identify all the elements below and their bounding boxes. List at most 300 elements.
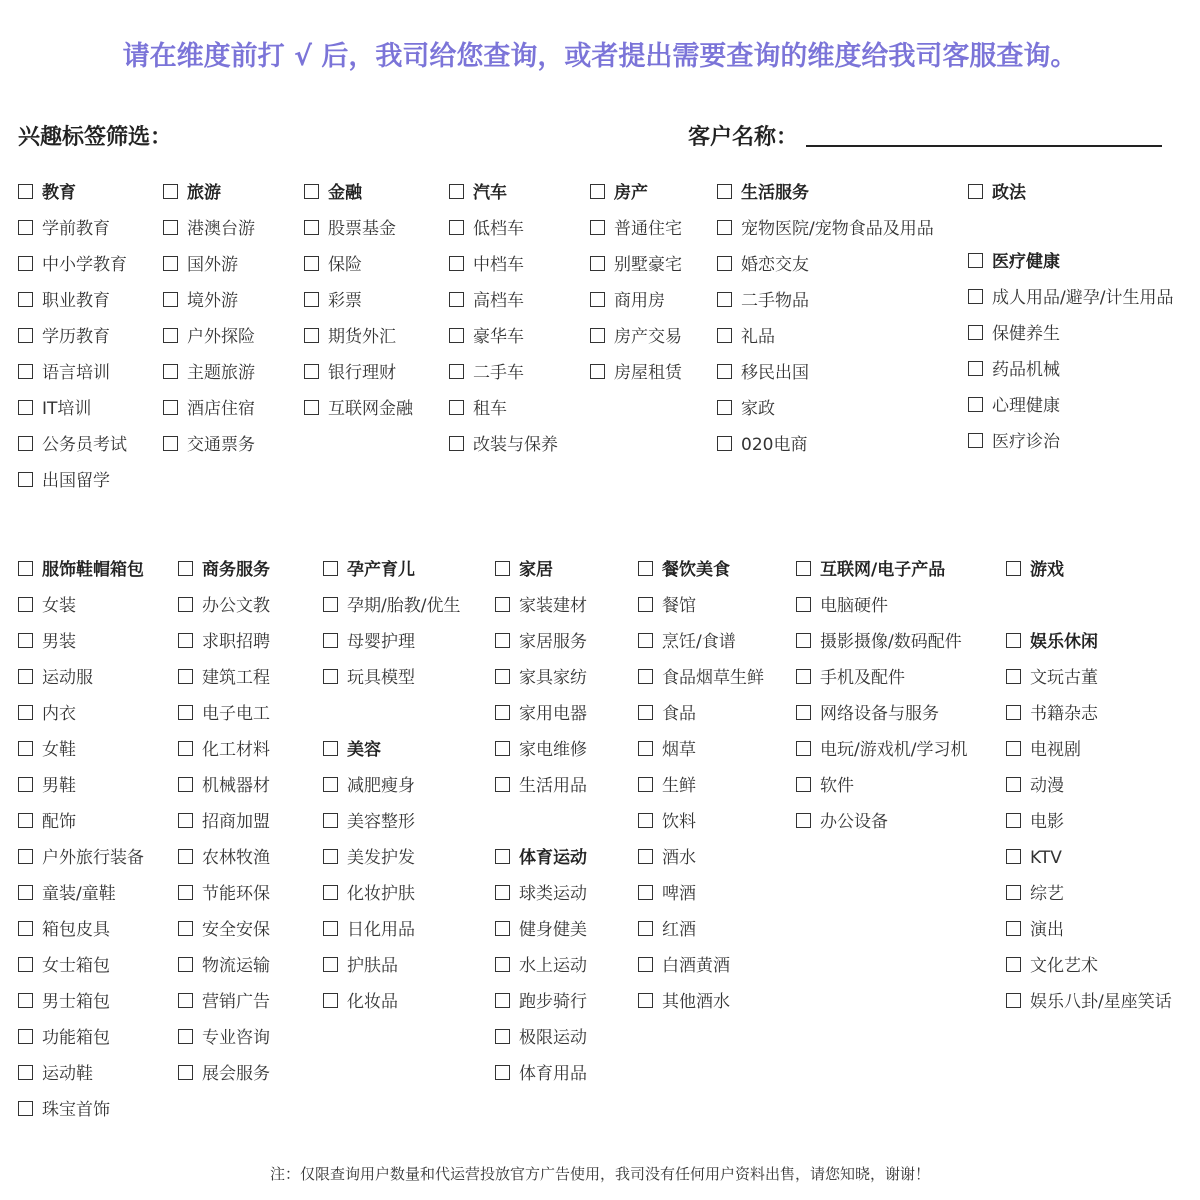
subcategory-checkbox[interactable] — [163, 433, 255, 457]
subcategory-checkbox[interactable] — [638, 774, 696, 798]
subcategory-checkbox[interactable] — [18, 738, 76, 762]
category-heading-checkbox[interactable] — [18, 558, 144, 582]
subcategory-checkbox[interactable] — [18, 469, 110, 493]
subcategory-checkbox[interactable] — [796, 666, 905, 690]
subcategory-label: 求职招聘 — [202, 632, 270, 652]
subcategory-checkbox[interactable] — [638, 738, 696, 762]
subcategory-checkbox[interactable] — [495, 630, 587, 654]
subcategory-checkbox[interactable] — [323, 990, 398, 1014]
subcategory-checkbox[interactable] — [717, 397, 775, 421]
subcategory-checkbox[interactable] — [638, 990, 730, 1014]
subcategory-checkbox[interactable] — [968, 286, 1173, 310]
subcategory-checkbox[interactable] — [1006, 882, 1064, 906]
checkbox-icon[interactable] — [304, 256, 319, 271]
checkbox-icon[interactable] — [18, 957, 33, 972]
category-heading-checkbox[interactable] — [1006, 630, 1098, 654]
subcategory-checkbox[interactable] — [717, 253, 809, 277]
subcategory-label: 动漫 — [1030, 776, 1064, 796]
checkbox-icon[interactable] — [178, 1029, 193, 1044]
checkbox-icon[interactable] — [495, 597, 510, 612]
checkbox-icon[interactable] — [590, 220, 605, 235]
checkbox-icon[interactable] — [449, 256, 464, 271]
checkbox-icon[interactable] — [178, 561, 193, 576]
subcategory-checkbox[interactable] — [638, 702, 696, 726]
category-heading-checkbox[interactable] — [495, 558, 553, 582]
checkbox-icon[interactable] — [449, 328, 464, 343]
checkbox-icon[interactable] — [796, 741, 811, 756]
subcategory-checkbox[interactable] — [495, 738, 587, 762]
checkbox-icon[interactable] — [178, 741, 193, 756]
subcategory-checkbox[interactable] — [18, 253, 127, 277]
checkbox-icon[interactable] — [323, 849, 338, 864]
checkbox-icon[interactable] — [717, 220, 732, 235]
checkbox-icon[interactable] — [178, 669, 193, 684]
checkbox-icon[interactable] — [323, 921, 338, 936]
subcategory-checkbox[interactable] — [18, 666, 93, 690]
checkbox-icon[interactable] — [18, 1065, 33, 1080]
subcategory-checkbox[interactable] — [638, 810, 696, 834]
subcategory-checkbox[interactable] — [449, 325, 524, 349]
subcategory-checkbox[interactable] — [1006, 810, 1064, 834]
subcategory-checkbox[interactable] — [178, 1062, 270, 1086]
category-heading-checkbox[interactable] — [638, 558, 730, 582]
subcategory-checkbox[interactable] — [178, 630, 270, 654]
subcategory-checkbox[interactable] — [590, 217, 682, 241]
checkbox-icon[interactable] — [495, 1029, 510, 1044]
checkbox-icon[interactable] — [796, 705, 811, 720]
subcategory-checkbox[interactable] — [304, 289, 362, 313]
subcategory-checkbox[interactable] — [638, 594, 696, 618]
checkbox-icon[interactable] — [18, 561, 33, 576]
subcategory-checkbox[interactable] — [18, 954, 110, 978]
subcategory-label: 童装/童鞋 — [42, 884, 116, 904]
checkbox-icon[interactable] — [18, 813, 33, 828]
subcategory-checkbox[interactable] — [717, 361, 809, 385]
checkbox-icon[interactable] — [18, 777, 33, 792]
subcategory-checkbox[interactable] — [495, 666, 587, 690]
checkbox-icon[interactable] — [18, 705, 33, 720]
checkbox-icon[interactable] — [638, 885, 653, 900]
category-heading-checkbox[interactable] — [178, 558, 270, 582]
checkbox-icon[interactable] — [178, 705, 193, 720]
subcategory-checkbox[interactable] — [1006, 846, 1062, 870]
checkbox-icon[interactable] — [163, 292, 178, 307]
subcategory-checkbox[interactable] — [323, 666, 415, 690]
checkbox-icon[interactable] — [178, 921, 193, 936]
checkbox-icon[interactable] — [495, 561, 510, 576]
checkbox-icon[interactable] — [717, 436, 732, 451]
checkbox-icon[interactable] — [449, 400, 464, 415]
subcategory-checkbox[interactable] — [495, 882, 587, 906]
checkbox-icon[interactable] — [495, 705, 510, 720]
checkbox-icon[interactable] — [638, 597, 653, 612]
checkbox-icon[interactable] — [178, 1065, 193, 1080]
subcategory-checkbox[interactable] — [638, 666, 764, 690]
checkbox-icon[interactable] — [495, 669, 510, 684]
subcategory-checkbox[interactable] — [323, 774, 415, 798]
subcategory-checkbox[interactable] — [495, 1062, 587, 1086]
subcategory-checkbox[interactable] — [323, 594, 460, 618]
subcategory-checkbox[interactable] — [304, 253, 362, 277]
subcategory-checkbox[interactable] — [796, 630, 962, 654]
subcategory-checkbox[interactable] — [178, 774, 270, 798]
client-name-field[interactable] — [806, 145, 1162, 147]
subcategory-checkbox[interactable] — [178, 810, 270, 834]
subcategory-label: 电脑硬件 — [820, 596, 888, 616]
category-heading-checkbox[interactable] — [495, 846, 587, 870]
subcategory-checkbox[interactable] — [323, 810, 415, 834]
checkbox-icon[interactable] — [18, 400, 33, 415]
checkbox-icon[interactable] — [163, 184, 178, 199]
checkbox-icon[interactable] — [18, 741, 33, 756]
checkbox-icon[interactable] — [178, 957, 193, 972]
checkbox-icon[interactable] — [717, 256, 732, 271]
category-heading-checkbox[interactable] — [18, 181, 76, 205]
subcategory-checkbox[interactable] — [163, 361, 255, 385]
checkbox-icon[interactable] — [178, 597, 193, 612]
checkbox-icon[interactable] — [638, 993, 653, 1008]
checkbox-icon[interactable] — [449, 292, 464, 307]
checkbox-icon[interactable] — [163, 220, 178, 235]
checkbox-icon[interactable] — [18, 1029, 33, 1044]
subcategory-checkbox[interactable] — [638, 954, 730, 978]
category-heading-checkbox[interactable] — [1006, 558, 1064, 582]
checkbox-icon[interactable] — [18, 597, 33, 612]
checkbox-icon[interactable] — [495, 957, 510, 972]
subcategory-checkbox[interactable] — [178, 1026, 270, 1050]
category-label: 医疗健康 — [992, 252, 1060, 272]
checkbox-icon[interactable] — [717, 400, 732, 415]
checkbox-icon[interactable] — [796, 669, 811, 684]
checkbox-icon[interactable] — [495, 741, 510, 756]
subcategory-checkbox[interactable] — [18, 774, 76, 798]
checkbox-icon[interactable] — [304, 184, 319, 199]
checkbox-icon[interactable] — [495, 849, 510, 864]
subcategory-checkbox[interactable] — [796, 594, 888, 618]
checkbox-icon[interactable] — [968, 253, 983, 268]
checkbox-icon[interactable] — [18, 472, 33, 487]
checkbox-icon[interactable] — [18, 328, 33, 343]
checkbox-icon[interactable] — [163, 364, 178, 379]
subcategory-checkbox[interactable] — [18, 1026, 110, 1050]
checkbox-icon[interactable] — [18, 921, 33, 936]
subcategory-checkbox[interactable] — [18, 217, 110, 241]
checkbox-icon[interactable] — [796, 813, 811, 828]
subcategory-label: 女鞋 — [42, 740, 76, 760]
subcategory-checkbox[interactable] — [18, 918, 110, 942]
checkbox-icon[interactable] — [18, 633, 33, 648]
checkbox-icon[interactable] — [18, 1101, 33, 1116]
subcategory-checkbox[interactable] — [495, 918, 587, 942]
subcategory-checkbox[interactable] — [495, 954, 587, 978]
checkbox-icon[interactable] — [717, 328, 732, 343]
subcategory-checkbox[interactable] — [18, 1062, 93, 1086]
subcategory-checkbox[interactable] — [590, 361, 682, 385]
subcategory-checkbox[interactable] — [18, 990, 110, 1014]
checkbox-icon[interactable] — [1006, 561, 1021, 576]
checkbox-icon[interactable] — [178, 993, 193, 1008]
checkbox-icon[interactable] — [495, 885, 510, 900]
subcategory-checkbox[interactable] — [796, 738, 967, 762]
checkbox-icon[interactable] — [968, 289, 983, 304]
subcategory-label: 高档车 — [473, 291, 524, 311]
subcategory-checkbox[interactable] — [1006, 774, 1064, 798]
checkbox-icon[interactable] — [968, 361, 983, 376]
checkbox-icon[interactable] — [18, 849, 33, 864]
checkbox-icon[interactable] — [796, 597, 811, 612]
checkbox-icon[interactable] — [163, 436, 178, 451]
subcategory-checkbox[interactable] — [717, 325, 775, 349]
checkbox-icon[interactable] — [717, 292, 732, 307]
subcategory-checkbox[interactable] — [323, 630, 415, 654]
checkbox-icon[interactable] — [1006, 813, 1021, 828]
checkbox-icon[interactable] — [449, 220, 464, 235]
checkbox-icon[interactable] — [638, 561, 653, 576]
checkbox-icon[interactable] — [18, 220, 33, 235]
checkbox-icon[interactable] — [449, 184, 464, 199]
subcategory-checkbox[interactable] — [163, 325, 255, 349]
checkbox-icon[interactable] — [968, 184, 983, 199]
checkbox-icon[interactable] — [18, 184, 33, 199]
subcategory-checkbox[interactable] — [1006, 702, 1098, 726]
checkbox-icon[interactable] — [449, 364, 464, 379]
checkbox-icon[interactable] — [323, 561, 338, 576]
subcategory-checkbox[interactable] — [590, 325, 682, 349]
subcategory-checkbox[interactable] — [638, 846, 696, 870]
checkbox-icon[interactable] — [1006, 849, 1021, 864]
checkbox-icon[interactable] — [323, 633, 338, 648]
checkbox-icon[interactable] — [796, 561, 811, 576]
subcategory-checkbox[interactable] — [323, 918, 415, 942]
subcategory-checkbox[interactable] — [796, 702, 939, 726]
subcategory-checkbox[interactable] — [163, 289, 238, 313]
checkbox-icon[interactable] — [1006, 741, 1021, 756]
checkbox-icon[interactable] — [638, 813, 653, 828]
category-heading-checkbox[interactable] — [717, 181, 809, 205]
checkbox-icon[interactable] — [638, 741, 653, 756]
checkbox-icon[interactable] — [1006, 633, 1021, 648]
category-heading-checkbox[interactable] — [968, 181, 1026, 205]
category-heading-checkbox[interactable] — [163, 181, 221, 205]
subcategory-checkbox[interactable] — [304, 217, 396, 241]
subcategory-label: KTV — [1030, 848, 1062, 868]
checkbox-icon[interactable] — [18, 885, 33, 900]
checkbox-icon[interactable] — [968, 397, 983, 412]
subcategory-checkbox[interactable] — [796, 810, 888, 834]
subcategory-checkbox[interactable] — [18, 361, 110, 385]
checkbox-icon[interactable] — [323, 597, 338, 612]
subcategory-checkbox[interactable] — [178, 738, 270, 762]
subcategory-label: 极限运动 — [519, 1028, 587, 1048]
subcategory-checkbox[interactable] — [18, 594, 76, 618]
checkbox-icon[interactable] — [323, 993, 338, 1008]
checkbox-icon[interactable] — [717, 364, 732, 379]
checkbox-icon[interactable] — [18, 364, 33, 379]
checkbox-icon[interactable] — [304, 292, 319, 307]
category-heading-checkbox[interactable] — [968, 250, 1060, 274]
checkbox-icon[interactable] — [638, 633, 653, 648]
checkbox-icon[interactable] — [968, 325, 983, 340]
subcategory-checkbox[interactable] — [495, 774, 587, 798]
checkbox-icon[interactable] — [1006, 921, 1021, 936]
subcategory-checkbox[interactable] — [18, 810, 76, 834]
checkbox-icon[interactable] — [304, 400, 319, 415]
checkbox-icon[interactable] — [638, 921, 653, 936]
checkbox-icon[interactable] — [163, 328, 178, 343]
subcategory-checkbox[interactable] — [495, 702, 587, 726]
subcategory-checkbox[interactable] — [178, 666, 270, 690]
category-heading-checkbox[interactable] — [304, 181, 362, 205]
checkbox-icon[interactable] — [796, 777, 811, 792]
subcategory-checkbox[interactable] — [1006, 990, 1172, 1014]
subcategory-checkbox[interactable] — [968, 358, 1060, 382]
subcategory-label: 家政 — [741, 399, 775, 419]
subcategory-checkbox[interactable] — [18, 433, 127, 457]
subcategory-checkbox[interactable] — [18, 882, 116, 906]
checkbox-icon[interactable] — [1006, 669, 1021, 684]
checkbox-icon[interactable] — [323, 885, 338, 900]
subcategory-checkbox[interactable] — [449, 289, 524, 313]
subcategory-checkbox[interactable] — [178, 702, 270, 726]
checkbox-icon[interactable] — [1006, 705, 1021, 720]
checkbox-icon[interactable] — [590, 328, 605, 343]
subcategory-label: 药品机械 — [992, 360, 1060, 380]
subcategory-label: 母婴护理 — [347, 632, 415, 652]
subcategory-checkbox[interactable] — [18, 846, 144, 870]
subcategory-checkbox[interactable] — [18, 397, 91, 421]
subcategory-checkbox[interactable] — [1006, 954, 1098, 978]
checkbox-icon[interactable] — [1006, 993, 1021, 1008]
subcategory-checkbox[interactable] — [796, 774, 854, 798]
checkbox-icon[interactable] — [163, 256, 178, 271]
checkbox-icon[interactable] — [638, 669, 653, 684]
subcategory-checkbox[interactable] — [163, 253, 238, 277]
checkbox-icon[interactable] — [495, 777, 510, 792]
checkbox-icon[interactable] — [323, 669, 338, 684]
category-heading-checkbox[interactable] — [323, 558, 415, 582]
checkbox-icon[interactable] — [163, 400, 178, 415]
checkbox-icon[interactable] — [18, 669, 33, 684]
checkbox-icon[interactable] — [323, 813, 338, 828]
subcategory-checkbox[interactable] — [178, 954, 270, 978]
subcategory-checkbox[interactable] — [304, 397, 413, 421]
subcategory-checkbox[interactable] — [717, 289, 809, 313]
category-heading-checkbox[interactable] — [323, 738, 381, 762]
subcategory-checkbox[interactable] — [304, 361, 396, 385]
subcategory-checkbox[interactable] — [178, 882, 270, 906]
checkbox-icon[interactable] — [968, 433, 983, 448]
subcategory-label: 中小学教育 — [42, 255, 127, 275]
checkbox-icon[interactable] — [717, 184, 732, 199]
subcategory-checkbox[interactable] — [968, 430, 1060, 454]
subcategory-checkbox[interactable] — [163, 217, 255, 241]
checkbox-icon[interactable] — [590, 364, 605, 379]
subcategory-checkbox[interactable] — [449, 217, 524, 241]
subcategory-checkbox[interactable] — [163, 397, 255, 421]
checkbox-icon[interactable] — [449, 436, 464, 451]
checkbox-icon[interactable] — [495, 993, 510, 1008]
checkbox-icon[interactable] — [590, 184, 605, 199]
subcategory-checkbox[interactable] — [323, 846, 415, 870]
subcategory-checkbox[interactable] — [590, 253, 682, 277]
checkbox-icon[interactable] — [1006, 777, 1021, 792]
subcategory-checkbox[interactable] — [968, 322, 1060, 346]
subcategory-checkbox[interactable] — [18, 1098, 110, 1122]
subcategory-checkbox[interactable] — [1006, 918, 1064, 942]
subcategory-checkbox[interactable] — [449, 253, 524, 277]
subcategory-checkbox[interactable] — [323, 954, 398, 978]
subcategory-checkbox[interactable] — [18, 289, 110, 313]
category-heading-checkbox[interactable] — [590, 181, 648, 205]
checkbox-icon[interactable] — [590, 292, 605, 307]
checkbox-icon[interactable] — [638, 777, 653, 792]
subcategory-checkbox[interactable] — [1006, 666, 1098, 690]
checkbox-icon[interactable] — [304, 220, 319, 235]
subcategory-checkbox[interactable] — [638, 918, 696, 942]
checkbox-icon[interactable] — [18, 993, 33, 1008]
checkbox-icon[interactable] — [178, 885, 193, 900]
subcategory-checkbox[interactable] — [717, 217, 934, 241]
subcategory-checkbox[interactable] — [1006, 738, 1081, 762]
checkbox-icon[interactable] — [495, 921, 510, 936]
checkbox-icon[interactable] — [323, 957, 338, 972]
checkbox-icon[interactable] — [323, 741, 338, 756]
checkbox-icon[interactable] — [638, 957, 653, 972]
subcategory-checkbox[interactable] — [304, 325, 396, 349]
subcategory-checkbox[interactable] — [449, 361, 524, 385]
subcategory-checkbox[interactable] — [18, 630, 76, 654]
subcategory-checkbox[interactable] — [178, 918, 270, 942]
checkbox-icon[interactable] — [304, 328, 319, 343]
checkbox-icon[interactable] — [638, 849, 653, 864]
checkbox-icon[interactable] — [796, 633, 811, 648]
checkbox-icon[interactable] — [178, 849, 193, 864]
subcategory-checkbox[interactable] — [495, 1026, 587, 1050]
subcategory-checkbox[interactable] — [449, 397, 507, 421]
subcategory-checkbox[interactable] — [638, 630, 736, 654]
subcategory-checkbox[interactable] — [18, 702, 76, 726]
checkbox-icon[interactable] — [1006, 885, 1021, 900]
checkbox-icon[interactable] — [590, 256, 605, 271]
checkbox-icon[interactable] — [323, 777, 338, 792]
subcategory-checkbox[interactable] — [638, 882, 696, 906]
checkbox-icon[interactable] — [304, 364, 319, 379]
checkbox-icon[interactable] — [1006, 957, 1021, 972]
subcategory-checkbox[interactable] — [178, 594, 270, 618]
subcategory-checkbox[interactable] — [968, 394, 1060, 418]
checkbox-icon[interactable] — [495, 633, 510, 648]
subcategory-checkbox[interactable] — [495, 594, 587, 618]
subcategory-checkbox[interactable] — [717, 433, 807, 457]
checkbox-icon[interactable] — [178, 633, 193, 648]
subcategory-checkbox[interactable] — [323, 882, 415, 906]
subcategory-checkbox[interactable] — [18, 325, 110, 349]
category-heading-checkbox[interactable] — [449, 181, 507, 205]
category-heading-checkbox[interactable] — [796, 558, 945, 582]
checkbox-icon[interactable] — [638, 705, 653, 720]
subcategory-checkbox[interactable] — [178, 846, 270, 870]
checkbox-icon[interactable] — [178, 777, 193, 792]
subcategory-checkbox[interactable] — [449, 433, 558, 457]
checkbox-icon[interactable] — [495, 1065, 510, 1080]
subcategory-checkbox[interactable] — [495, 990, 587, 1014]
subcategory-checkbox[interactable] — [178, 990, 270, 1014]
checkbox-icon[interactable] — [178, 813, 193, 828]
subcategory-checkbox[interactable] — [590, 289, 665, 313]
checkbox-icon[interactable] — [18, 436, 33, 451]
checkbox-icon[interactable] — [18, 256, 33, 271]
checkbox-icon[interactable] — [18, 292, 33, 307]
